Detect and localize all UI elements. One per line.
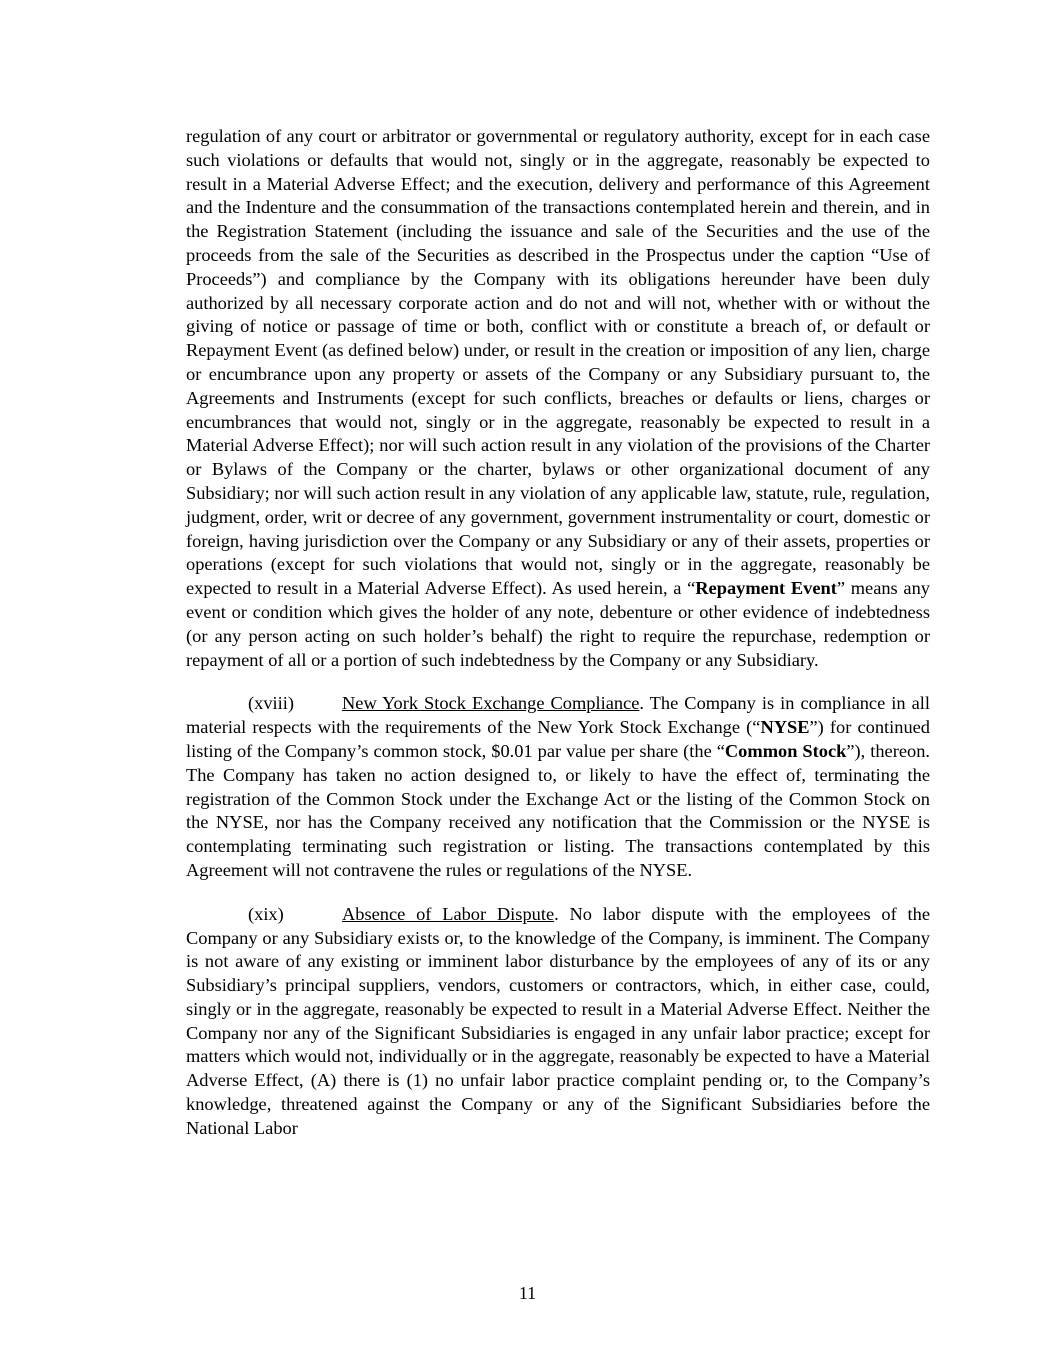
paragraph-text: ”), thereon. The Company has taken no action designed to, or likely to have the effect of, terminating the registration of the Common Stock under the Exchange Act or the listing of the Common Stock on the NYSE, nor has the Company received any notification that the Commission or the NYSE is contemplating terminating such registration or listing. The transactions contemplated by this Agreement will not contravene the rules or regulations of the NYSE. [186,740,930,880]
paragraph-text: ”) for continued listing of the Company’s common stock, $0.01 par value per share (the “ [186,717,930,761]
paragraph-text: ” means any event or condition which gives the holder of any note, debenture or other evidence of indebtedness (or any person acting on such holder’s behalf) the right to require the repurchase, redemption or repayment of all or a portion of such indebtedness by the Company or any Subsidiary. [186,578,930,670]
section-number: (xviii) [248,693,294,714]
section-number: (xix) [248,903,284,924]
paragraph-continuation [186,125,930,672]
section-heading: Absence of Labor Dispute [342,903,555,924]
paragraph-text: . No labor dispute with the employees of the Company or any Subsidiary exists or, to the knowledge of the Company, is imminent. The Company is not aware of any existing or imminent labor disturbance by the employees of any of its or any Subsidiary’s principal suppliers, vendors, customers or contractors, which, in either case, could, singly or in the aggregate, reasonably be expected to result in a Material Adverse Effect. Neither the Company nor any of the Significant Subsidiaries is engaged in any unfair labor practice; except for matters which would not, individually or in the aggregate, reasonably be expected to have a Material Adverse Effect, (A) there is (1) no unfair labor practice complaint pending or, to the Company’s knowledge, threatened against the Company or any of the Significant Subsidiaries before the National Labor [186,903,930,1138]
defined-term-repayment-event: Repayment Event [695,578,837,599]
page-number: 11 [518,1283,537,1303]
section-heading: New York Stock Exchange Compliance [342,693,640,714]
paragraph-xviii [186,692,930,882]
defined-term-common-stock: Common Stock [724,740,847,761]
defined-term-nyse: NYSE [760,717,810,738]
paragraph-text: . The Company is in compliance in all material respects with the requirements of the New York Stock Exchange (“ [186,693,930,738]
document-body [186,125,930,1141]
paragraph-text: regulation of any court or arbitrator or governmental or regulatory authority, except for in each case such violations or defaults that would not, singly or in the aggregate, reasonably be expected to result in a Material Adverse Effect; and the execution, delivery and performance of this Agreement and the Indenture and the consummation of the transactions contemplated herein and therein, and in the Registration Statement (including the issuance and sale of the Securities and the use of the proceeds from the sale of the Securities as described in the Prospectus under the caption “Use of Proceeds”) and compliance by the Company with its obligations hereunder have been duly authorized by all necessary corporate action and do not and will not, whether with or without the giving of notice or passage of time or both, conflict with or constitute a breach of, or default or Repayment Event (as defined below) under, or result in the creation or imposition of any lien, charge or encumbrance upon any property or assets of the Company or any Subsidiary pursuant to, the Agreements and Instruments (except for such conflicts, breaches or defaults or liens, charges or encumbrances that would not, singly or in the aggregate, reasonably be expected to result in a Material Adverse Effect); nor will such action result in any violation of the provisions of the Charter or Bylaws of the Company or the charter, bylaws or other organizational document of any Subsidiary; nor will such action result in any violation of any applicable law, statute, rule, regulation, judgment, order, writ or decree of any government, government instrumentality or court, domestic or foreign, having jurisdiction over the Company or any Subsidiary or any of their assets, properties or operations (except for such violations that would not, singly or in the aggregate, reasonably be expected to result in a Material Adverse Effect). As used herein, a “ [186,126,930,599]
paragraph-xix [186,903,930,1141]
